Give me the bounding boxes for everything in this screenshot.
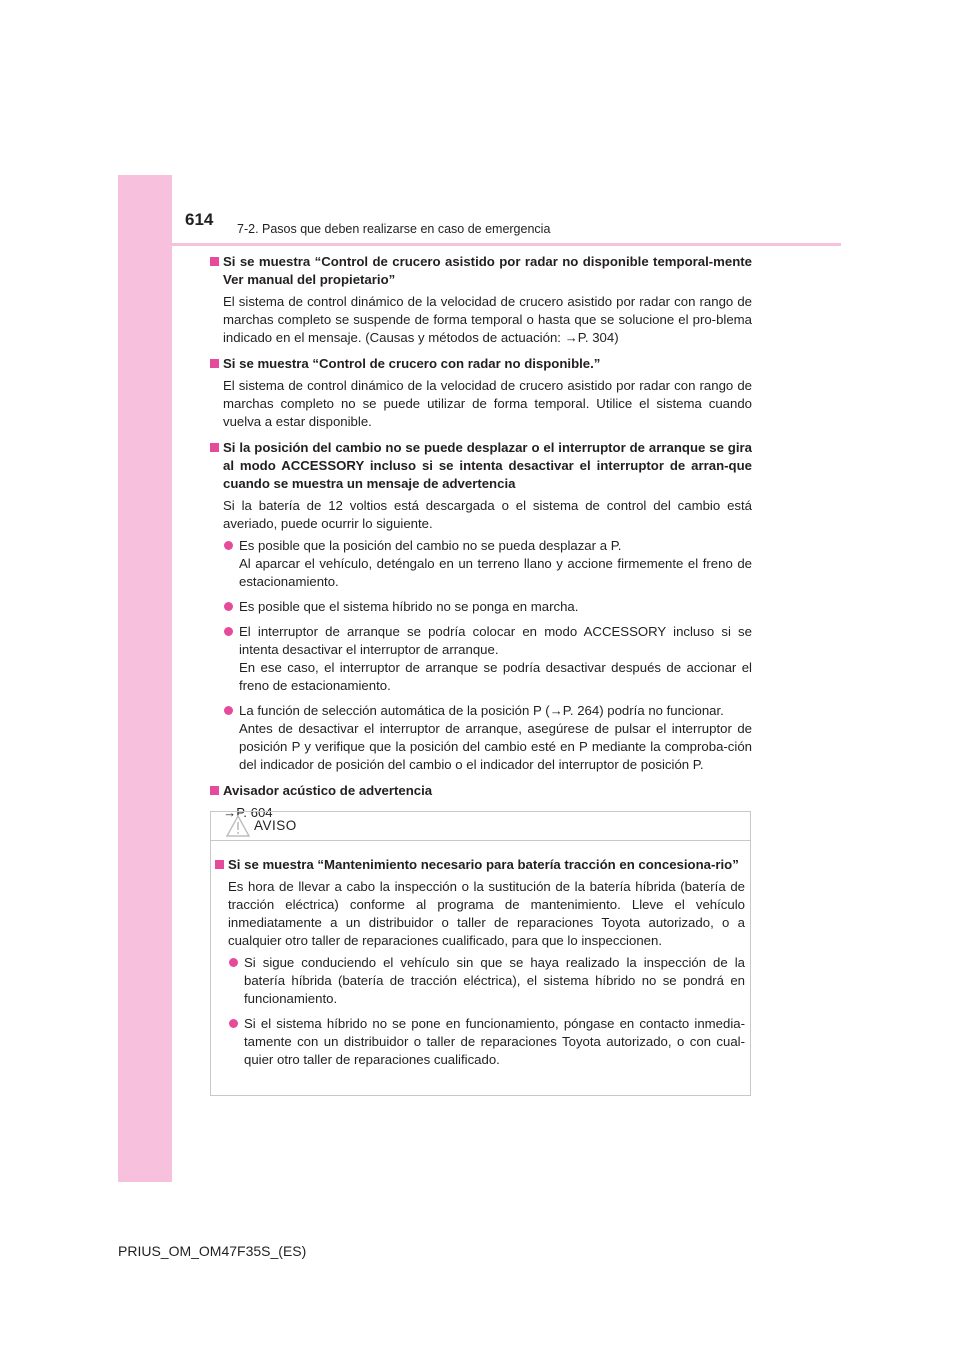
square-bullet-icon (210, 257, 219, 266)
page-number: 614 (185, 210, 214, 229)
main-content (210, 253, 752, 830)
warning-header (211, 812, 750, 841)
warning-content (215, 856, 745, 1076)
section-radar-unavailable (210, 355, 752, 431)
round-bullet-icon (224, 541, 233, 550)
warning-box (210, 811, 751, 1096)
list-item: Es posible que la posición del cambio no se pueda desplazar a P. Al aparcar el vehículo, deténgalo en un terreno llano y accione firmemente el freno de estacionamiento. (210, 537, 752, 591)
warning-heading: Si se muestra “Mantenimiento necesario para batería tracción en concesiona-rio” (215, 856, 745, 874)
square-bullet-icon (215, 860, 224, 869)
section-heading: Si se muestra “Control de crucero asistido por radar no disponible temporal-mente Ver manual del propietario” (210, 253, 752, 289)
section-heading: Avisador acústico de advertencia (210, 782, 752, 800)
square-bullet-icon (210, 443, 219, 452)
side-tab-band (118, 175, 172, 1182)
section-body: El sistema de control dinámico de la velocidad de crucero asistido por radar con rango de marchas completo no se puede utilizar de forma temporal. Utilice el sistema cuando vuelva a estar disponible. (223, 378, 752, 429)
section-shift-position (210, 439, 752, 774)
section-title: 7-2. Pasos que deben realizarse en caso de emergencia (237, 222, 551, 236)
section-heading: Si la posición del cambio no se puede desplazar o el interruptor de arranque se gira al modo ACCESSORY incluso si se intenta desactivar el interruptor de arran-que cuando se muestra un mensaje de advertencia (210, 439, 752, 493)
list-item: Si el sistema híbrido no se pone en funcionamiento, póngase en contacto inmedia-tamente con un distribuidor o taller de reparaciones Toyota autorizado, o con cual-quier otro taller de reparaciones cualificado. (215, 1015, 745, 1069)
warning-body: Es hora de llevar a cabo la inspección o la sustitución de la batería híbrida (batería de tracción eléctrica) conforme al programa de mantenimiento. Lleve el vehículo inmediatamente a un distribuidor o taller de reparaciones Toyota autorizado, o a cualquier otro taller de reparaciones cualificado, para que lo inspeccionen. (228, 879, 745, 948)
round-bullet-icon (224, 706, 233, 715)
page-reference: →P. 604 (223, 805, 273, 820)
list-item: La función de selección automática de la posición P (→P. 264) podría no funcionar. Antes de desactivar el interruptor de arranque, asegúrese de pulsar el interruptor de posición P y verifique que la posición del cambio esté en P mediante la comproba-ción del indicador de posición del cambio o el indicador del interruptor de posición P. (210, 702, 752, 774)
round-bullet-icon (229, 958, 238, 967)
section-heading: Si se muestra “Control de crucero con radar no disponible.” (210, 355, 752, 373)
section-body: El sistema de control dinámico de la velocidad de crucero asistido por radar con rango de marchas completo se suspende de forma temporal o hasta que se solucione el pro-blema indicado en el mensaje. (Causas y métodos de actuación: →P. 304) (223, 294, 752, 345)
header-rule (118, 243, 841, 246)
warning-triangle-icon (226, 815, 250, 837)
round-bullet-icon (224, 627, 233, 636)
footer-code: PRIUS_OM_OM47F35S_(ES) (118, 1243, 307, 1259)
warning-label: AVISO (254, 818, 297, 833)
square-bullet-icon (210, 786, 219, 795)
list-item: El interruptor de arranque se podría colocar en modo ACCESSORY incluso si se intenta desactivar el interruptor de arranque. En ese caso, el interruptor de arranque se podría desactivar después de accionar el freno de estacionamiento. (210, 623, 752, 695)
list-item: Si sigue conduciendo el vehículo sin que se haya realizado la inspección de la batería híbrida (batería de tracción eléctrica), el sistema híbrido no se pondrá en funcionamiento. (215, 954, 745, 1008)
round-bullet-icon (229, 1019, 238, 1028)
list-item: Es posible que el sistema híbrido no se ponga en marcha. (210, 598, 752, 616)
section-radar-temporary (210, 253, 752, 347)
square-bullet-icon (210, 359, 219, 368)
round-bullet-icon (224, 602, 233, 611)
section-body: Si la batería de 12 voltios está descargada o el sistema de control del cambio está averiado, puede ocurrir lo siguiente. (223, 498, 752, 531)
